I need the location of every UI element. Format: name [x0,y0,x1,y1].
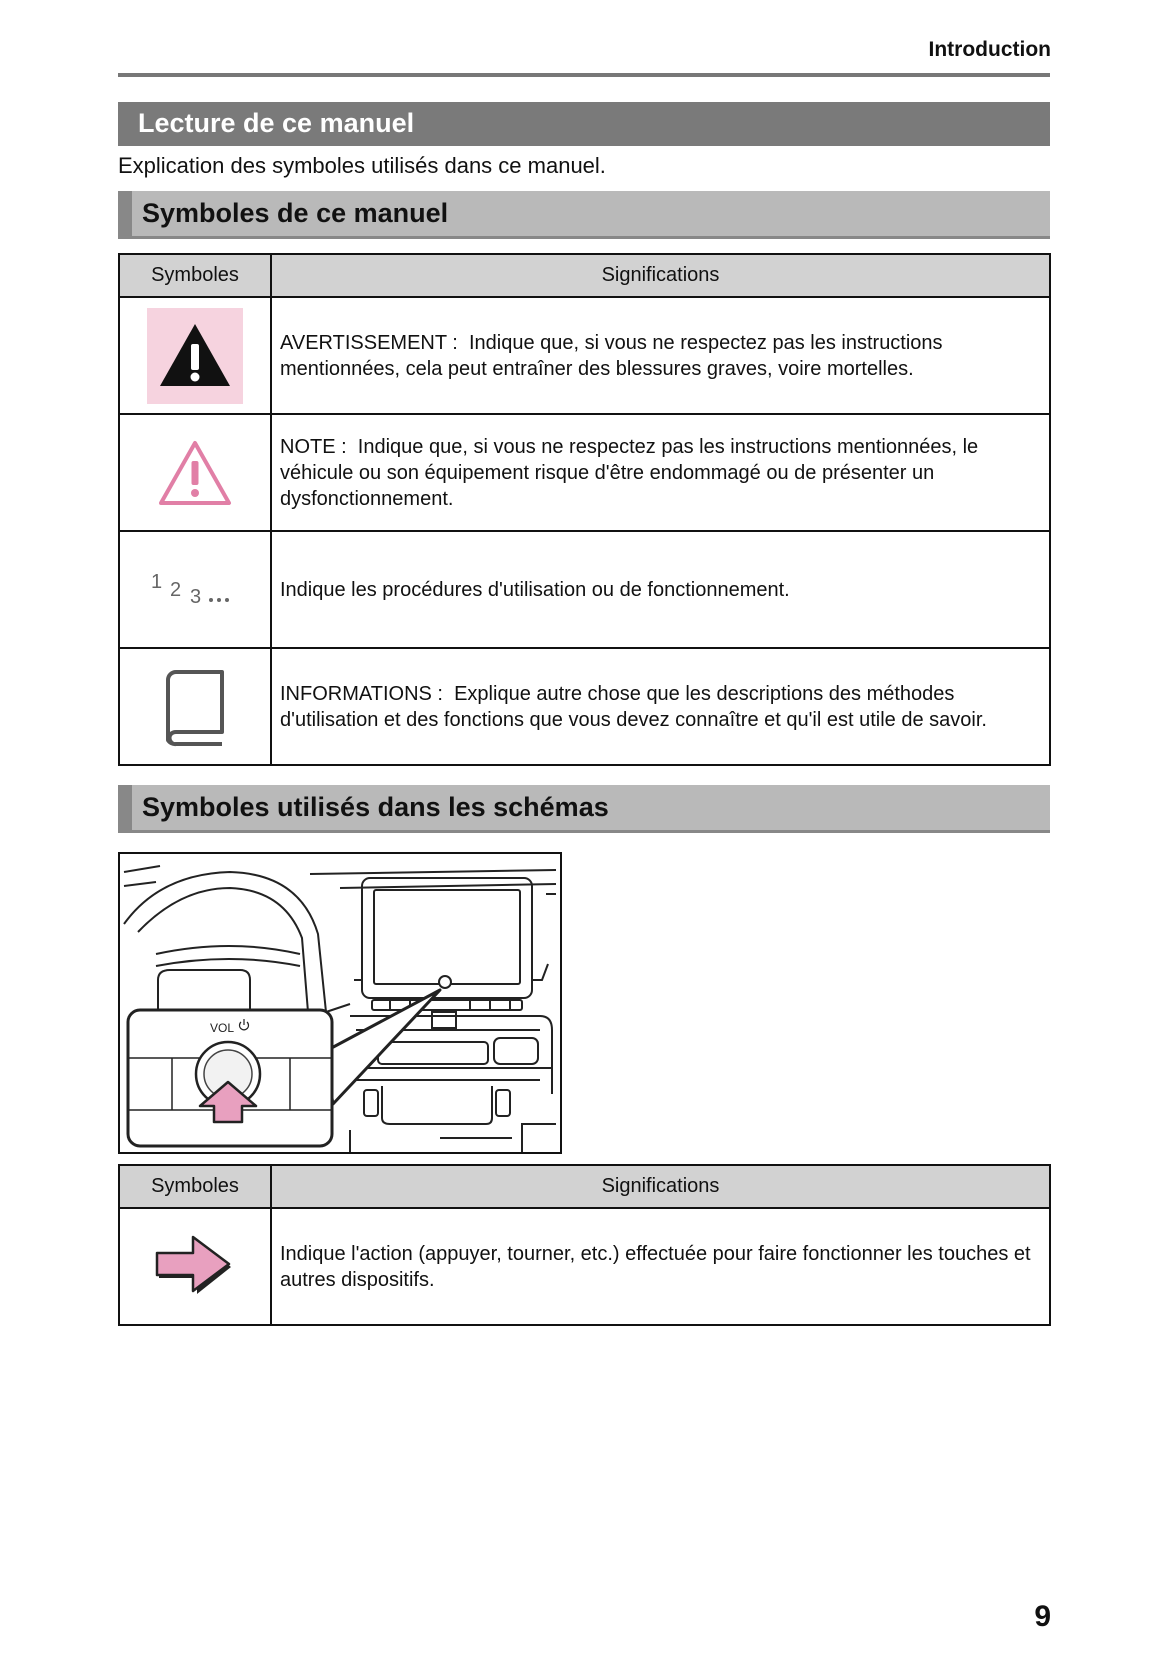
symbols-table [118,253,1051,766]
section-title-symbols: Symboles de ce manuel [118,191,1050,239]
meaning-cell [271,297,1050,414]
book-icon [160,666,230,748]
pink-arrow-icon [153,1234,237,1300]
table-row [119,1208,1050,1325]
table-row [119,297,1050,414]
vol-label: VOL [210,1021,235,1035]
page-number: 9 [1034,1600,1051,1633]
dashboard-drawing [120,854,560,1152]
meaning-cell [271,1208,1050,1325]
diagram-symbols-table [118,1164,1051,1326]
meaning-label: AVERTISSEMENT : [280,331,458,354]
table-row [119,531,1050,648]
column-header-meanings: Significations [271,254,1050,297]
table-header-row [119,1165,1050,1208]
svg-text:1: 1 [151,570,163,593]
column-header-symbols: Symboles [119,1165,271,1208]
symbol-cell [119,531,271,648]
table-row [119,648,1050,765]
header-rule [118,73,1050,77]
page-title: Lecture de ce manuel [118,102,1050,146]
warning-triangle-icon [147,308,243,404]
svg-text:2: 2 [170,578,182,601]
meaning-cell [271,531,1050,648]
meaning-label: NOTE : [280,435,347,458]
intro-text: Explication des symboles utilisés dans ce manuel. [118,153,606,178]
meaning-cell [271,648,1050,765]
svg-text:3: 3 [190,585,202,608]
table-row [119,414,1050,531]
meaning-label: INFORMATIONS : [280,682,443,705]
symbol-cell [119,648,271,765]
column-header-meanings: Significations [271,1165,1050,1208]
meaning-text: Indique l'action (appuyer, tourner, etc.) effectuée pour faire fonctionner les touches et autres dispositifs. [280,1242,1031,1291]
dashboard-illustration [118,852,562,1154]
steps-icon [145,570,245,610]
caution-triangle-icon [155,437,235,509]
symbol-cell [119,1208,271,1325]
meaning-text: Indique que, si vous ne respectez pas les instructions mentionnées, le véhicule ou son équipement risque d'être endommagé ou de présenter un dysfonctionnement. [280,435,979,510]
symbol-cell [119,414,271,531]
symbol-cell [119,297,271,414]
meaning-text: Indique les procédures d'utilisation ou de fonctionnement. [280,578,790,601]
column-header-symbols: Symboles [119,254,271,297]
meaning-text: Indique que, si vous ne respectez pas les instructions mentionnées, cela peut entraîner des blessures graves, voire mortelles. [280,331,943,380]
section-header: Introduction [928,38,1051,61]
section-title-diagrams: Symboles utilisés dans les schémas [118,785,1050,833]
table-header-row [119,254,1050,297]
meaning-text: Explique autre chose que les descriptions des méthodes d'utilisation et des fonctions que vous devez connaître et qu'il est utile de savoir. [280,682,987,731]
meaning-cell [271,414,1050,531]
